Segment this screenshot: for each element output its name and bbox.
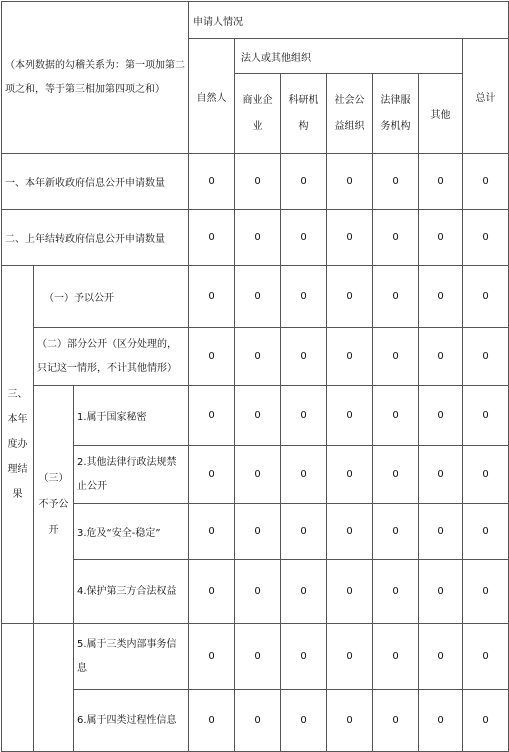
section3-continued [2, 624, 34, 752]
cell-value: 0 [373, 328, 419, 386]
cell-value: 0 [235, 328, 281, 386]
cell-value: 0 [235, 504, 281, 560]
cell-value: 0 [235, 386, 281, 446]
cell-value: 0 [327, 690, 373, 752]
cell-value: 0 [235, 154, 281, 210]
cell-value: 0 [189, 560, 235, 624]
relationship-note: （本列数据的勾稽关系为：第一项加第二项之和，等于第三相加第四项之和） [2, 2, 189, 154]
cell-value: 0 [373, 154, 419, 210]
legal-service-header: 法律服务机构 [373, 74, 419, 154]
table-row [2, 328, 509, 386]
cell-value: 0 [463, 690, 509, 752]
org-group-header: 法人或其他组织 [235, 39, 463, 74]
cell-value: 0 [463, 446, 509, 504]
cell-value: 0 [189, 446, 235, 504]
table-row [2, 154, 509, 210]
cell-value: 0 [281, 266, 327, 328]
cell-value: 0 [373, 266, 419, 328]
cell-value: 0 [281, 690, 327, 752]
section3-label: 三、本年度办理结果 [2, 266, 34, 624]
table-row [2, 386, 509, 446]
cell-value: 0 [419, 266, 463, 328]
row-label: 1.属于国家秘密 [74, 386, 189, 446]
row-label: （一）予以公开 [34, 266, 189, 328]
cell-value: 0 [189, 266, 235, 328]
cell-value: 0 [419, 560, 463, 624]
table-row [2, 624, 509, 690]
row-label: 4.保护第三方合法权益 [74, 560, 189, 624]
cell-value: 0 [235, 560, 281, 624]
applicant-header: 申请人情况 [189, 2, 509, 39]
cell-value: 0 [373, 446, 419, 504]
table-row [2, 446, 509, 504]
cell-value: 0 [463, 624, 509, 690]
cell-value: 0 [463, 210, 509, 266]
table-row [2, 210, 509, 266]
research-header: 科研机构 [281, 74, 327, 154]
cell-value: 0 [281, 446, 327, 504]
cell-value: 0 [419, 210, 463, 266]
natural-person-header: 自然人 [189, 39, 235, 154]
table-row [2, 504, 509, 560]
table-row [2, 690, 509, 752]
cell-value: 0 [373, 386, 419, 446]
cell-value: 0 [235, 446, 281, 504]
cell-value: 0 [419, 624, 463, 690]
cell-value: 0 [373, 690, 419, 752]
cell-value: 0 [327, 210, 373, 266]
cell-value: 0 [419, 154, 463, 210]
cell-value: 0 [327, 266, 373, 328]
cell-value: 0 [189, 624, 235, 690]
cell-value: 0 [189, 154, 235, 210]
cell-value: 0 [189, 386, 235, 446]
cell-value: 0 [281, 210, 327, 266]
cell-value: 0 [463, 328, 509, 386]
row-label: 二、上年结转政府信息公开申请数量 [2, 210, 189, 266]
cell-value: 0 [327, 328, 373, 386]
cell-value: 0 [373, 560, 419, 624]
table-row [2, 266, 509, 328]
cell-value: 0 [189, 328, 235, 386]
cell-value: 0 [189, 504, 235, 560]
row-label: 2.其他法律行政法规禁止公开 [74, 446, 189, 504]
other-header: 其他 [419, 74, 463, 154]
deny-continued [34, 624, 74, 752]
gov-info-disclosure-table [1, 1, 509, 752]
cell-value: 0 [419, 504, 463, 560]
cell-value: 0 [463, 154, 509, 210]
cell-value: 0 [373, 624, 419, 690]
cell-value: 0 [189, 210, 235, 266]
cell-value: 0 [281, 328, 327, 386]
cell-value: 0 [419, 328, 463, 386]
cell-value: 0 [235, 624, 281, 690]
cell-value: 0 [419, 386, 463, 446]
row-label: （二）部分公开（区分处理的，只记这一情形，不计其他情形） [34, 328, 189, 386]
cell-value: 0 [373, 504, 419, 560]
row-label: 6.属于四类过程性信息 [74, 690, 189, 752]
commercial-header: 商业企业 [235, 74, 281, 154]
cell-value: 0 [463, 386, 509, 446]
social-welfare-header: 社会公益组织 [327, 74, 373, 154]
table-row [2, 560, 509, 624]
cell-value: 0 [327, 154, 373, 210]
cell-value: 0 [463, 504, 509, 560]
cell-value: 0 [281, 386, 327, 446]
cell-value: 0 [327, 446, 373, 504]
cell-value: 0 [281, 624, 327, 690]
deny-label: （三）不予公开 [34, 386, 74, 624]
cell-value: 0 [189, 690, 235, 752]
cell-value: 0 [281, 154, 327, 210]
cell-value: 0 [281, 560, 327, 624]
cell-value: 0 [327, 560, 373, 624]
cell-value: 0 [373, 210, 419, 266]
row-label: 3.危及“安全-稳定” [74, 504, 189, 560]
cell-value: 0 [281, 504, 327, 560]
cell-value: 0 [419, 446, 463, 504]
cell-value: 0 [235, 266, 281, 328]
cell-value: 0 [419, 690, 463, 752]
cell-value: 0 [463, 560, 509, 624]
row-label: 一、本年新收政府信息公开申请数量 [2, 154, 189, 210]
cell-value: 0 [327, 624, 373, 690]
cell-value: 0 [327, 386, 373, 446]
total-header: 总计 [463, 39, 509, 154]
row-label: 5.属于三类内部事务信息 [74, 624, 189, 690]
cell-value: 0 [235, 210, 281, 266]
cell-value: 0 [235, 690, 281, 752]
cell-value: 0 [463, 266, 509, 328]
cell-value: 0 [327, 504, 373, 560]
